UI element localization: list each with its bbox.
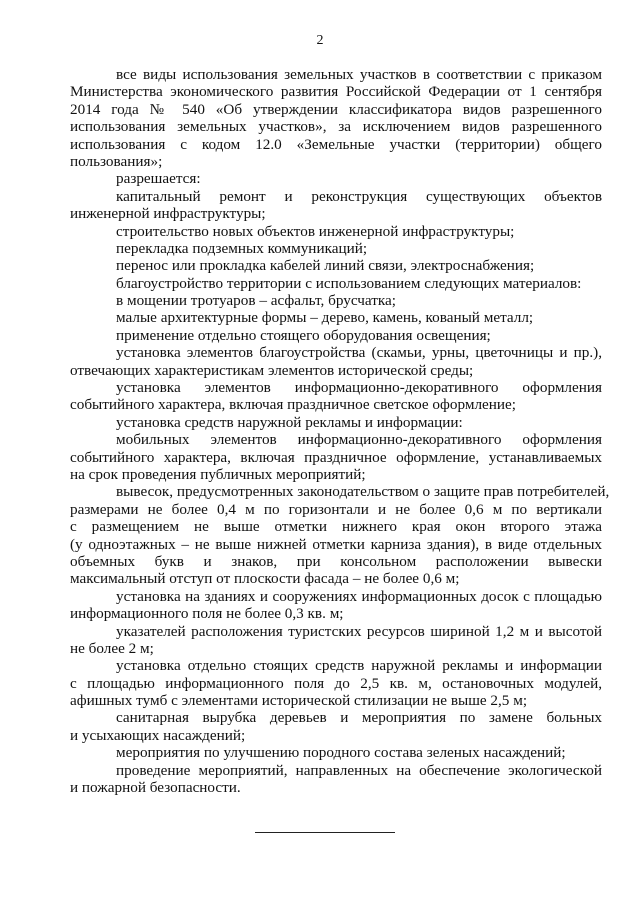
text-line: на срок проведения публичных мероприятий; xyxy=(70,465,366,483)
text-line: мероприятия по улучшению породного состава зеленых насаждений; xyxy=(116,744,566,762)
text-line: капитальный ремонт и реконструкция существующих объектов xyxy=(116,187,602,205)
paragraph xyxy=(70,309,602,326)
paragraph xyxy=(70,744,602,761)
text-line: событийного характера, включая праздничное оформление, устанавливаемых xyxy=(70,448,602,466)
text-line: использования земельных участков», за исключением видов разрешенного xyxy=(70,118,602,136)
text-line: размерами не более 0,4 м по горизонтали и не более 0,6 м по вертикали xyxy=(70,500,602,518)
text-line: установка средств наружной рекламы и информации: xyxy=(116,413,463,431)
page-number: 2 xyxy=(316,33,324,48)
paragraph xyxy=(70,588,602,623)
text-line: Министерства экономического развития Российской Федерации от 1 сентября xyxy=(70,83,602,101)
text-line: и пожарной безопасности. xyxy=(70,779,241,797)
text-line: установка на зданиях и сооружениях информационных досок с площадью xyxy=(116,587,602,605)
paragraph xyxy=(70,431,602,483)
text-line: разрешается: xyxy=(116,170,201,188)
text-line: указателей расположения туристских ресурсов шириной 1,2 м и высотой xyxy=(116,622,602,640)
text-line: пользования»; xyxy=(70,152,163,170)
paragraph xyxy=(70,292,602,309)
text-line: установка элементов благоустройства (скамьи, урны, цветочницы и пр.), xyxy=(116,344,602,362)
paragraph xyxy=(70,344,602,379)
text-line: максимальный отступ от плоскости фасада – не более 0,6 м; xyxy=(70,570,460,588)
paragraph xyxy=(70,327,602,344)
paragraph xyxy=(70,414,602,431)
text-line: использования с кодом 12.0 «Земельные участки (территории) общего xyxy=(70,135,602,153)
paragraph xyxy=(70,66,602,170)
paragraph xyxy=(70,275,602,292)
text-line: малые архитектурные формы – дерево, камень, кованый металл; xyxy=(116,309,534,327)
paragraph xyxy=(70,188,602,223)
text-line: (у одноэтажных – не выше нижней отметки карниза здания), в виде отдельных xyxy=(70,535,602,553)
text-line: отвечающих характеристикам элементов исторической среды; xyxy=(70,361,474,379)
text-line: афишных тумб с элементами исторической стилизации не выше 2,5 м; xyxy=(70,692,528,710)
text-line: перенос или прокладка кабелей линий связи, электроснабжения; xyxy=(116,257,535,275)
end-divider xyxy=(255,832,395,833)
paragraph xyxy=(70,709,602,744)
text-line: применение отдельно стоящего оборудования освещения; xyxy=(116,326,491,344)
text-line: установка отдельно стоящих средств наружной рекламы и информации xyxy=(116,657,602,675)
text-line: с площадью информационного поля до 2,5 кв. м, остановочных модулей, xyxy=(70,674,602,692)
document-body xyxy=(70,66,610,797)
paragraph xyxy=(70,240,602,257)
text-line: информационного поля не более 0,3 кв. м; xyxy=(70,605,344,623)
text-line: проведение мероприятий, направленных на обеспечение экологической xyxy=(116,761,602,779)
text-line: 2014 года № 540 «Об утверждении классификатора видов разрешенного xyxy=(70,100,602,118)
text-line: и усыхающих насаждений; xyxy=(70,726,246,744)
text-line: санитарная вырубка деревьев и мероприятия по замене больных xyxy=(116,709,602,727)
text-line: благоустройство территории с использованием следующих материалов: xyxy=(116,274,582,292)
text-line: строительство новых объектов инженерной инфраструктуры; xyxy=(116,222,515,240)
paragraph xyxy=(70,257,602,274)
text-line: перекладка подземных коммуникаций; xyxy=(116,239,368,257)
text-line: вывесок, предусмотренных законодательством о защите прав потребителей, xyxy=(116,483,610,501)
paragraph xyxy=(70,223,602,240)
paragraph xyxy=(70,623,602,658)
paragraph xyxy=(70,762,602,797)
paragraph xyxy=(70,483,610,588)
text-line: все виды использования земельных участков в соответствии с приказом xyxy=(116,66,602,83)
text-line: не более 2 м; xyxy=(70,639,154,657)
text-line: установка элементов информационно-декоративного оформления xyxy=(116,379,602,397)
text-line: объемных букв и знаков, при консольном расположении вывески xyxy=(70,552,602,570)
text-line: мобильных элементов информационно-декоративного оформления xyxy=(116,431,602,449)
text-line: в мощении тротуаров – асфальт, брусчатка; xyxy=(116,292,396,310)
text-line: инженерной инфраструктуры; xyxy=(70,205,266,223)
text-line: с размещением не выше отметки нижнего края окон второго этажа xyxy=(70,518,602,536)
paragraph xyxy=(70,170,602,187)
paragraph xyxy=(70,379,602,414)
paragraph xyxy=(70,657,602,709)
text-line: событийного характера, включая праздничное светское оформление; xyxy=(70,396,516,414)
